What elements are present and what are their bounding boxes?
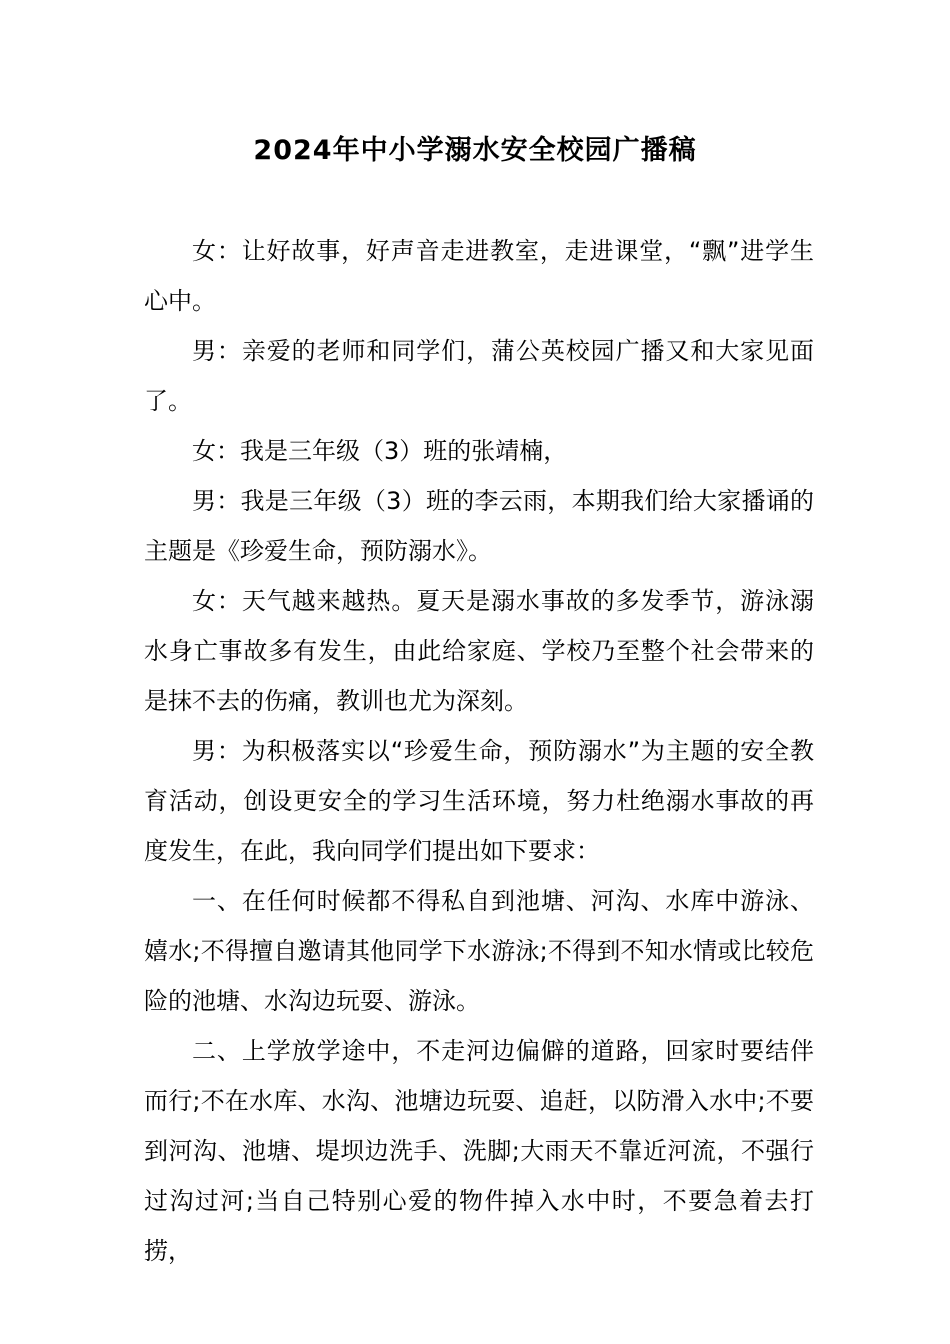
paragraph-3: 女：我是三年级（3）班的张靖楠， <box>192 437 568 465</box>
document-body <box>144 226 814 1276</box>
paragraph-8: 二、上学放学途中，不走河边偏僻的道路，回家时要结伴而行;不在水库、水沟、池塘边玩耍、追赶，以防滑入水中;不要到河沟、池塘、堤坝边洗手、洗脚;大雨天不靠近河流，不强行过沟过河;当自己特别心爱的物件掉入水中时，不要急着去打捞， <box>144 1037 814 1265</box>
document-title: 2024年中小学溺水安全校园广播稿 <box>253 135 697 166</box>
paragraph-1: 女：让好故事，好声音走进教室，走进课堂，“飘”进学生心中。 <box>144 237 814 315</box>
paragraph-4: 男：我是三年级（3）班的李云雨，本期我们给大家播诵的主题是《珍爱生命，预防溺水》。 <box>144 487 814 565</box>
paragraph-7: 一、在任何时候都不得私自到池塘、河沟、水库中游泳、嬉水;不得擅自邀请其他同学下水游泳;不得到不知水情或比较危险的池塘、水沟边玩耍、游泳。 <box>144 887 814 1015</box>
paragraph-6: 男：为积极落实以“珍爱生命，预防溺水”为主题的安全教育活动，创设更安全的学习生活环境，努力杜绝溺水事故的再度发生，在此，我向同学们提出如下要求： <box>144 737 814 865</box>
paragraph-5: 女：天气越来越热。夏天是溺水事故的多发季节，游泳溺水身亡事故多有发生，由此给家庭、学校乃至整个社会带来的是抹不去的伤痛，教训也尤为深刻。 <box>144 587 814 715</box>
paragraph-2: 男：亲爱的老师和同学们，蒲公英校园广播又和大家见面了。 <box>144 337 814 415</box>
